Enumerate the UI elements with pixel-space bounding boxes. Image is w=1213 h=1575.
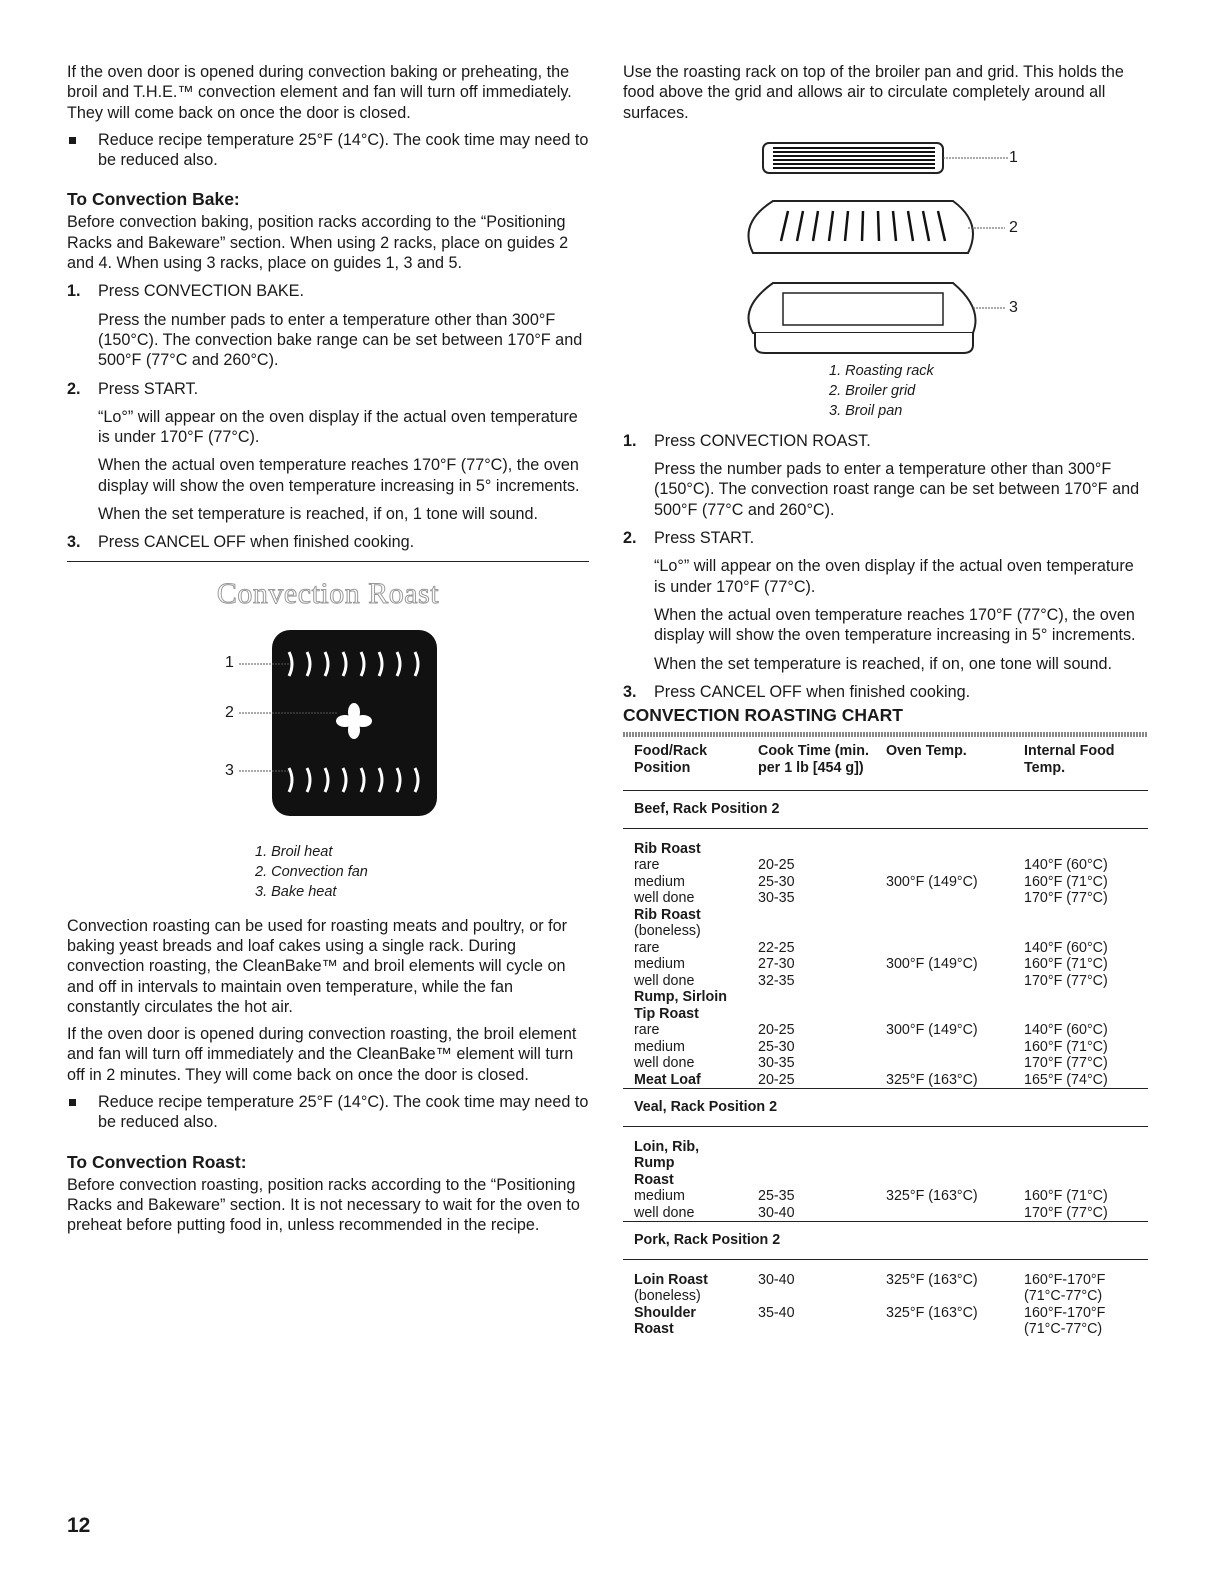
table-row xyxy=(623,1039,1148,1056)
step-number: 1. xyxy=(623,431,637,450)
step-paragraph: When the actual oven temperature reaches 170°F (77°C), the oven display will show the oven temperature increasing in 5° increments. xyxy=(654,605,1136,645)
table-cell xyxy=(886,989,1024,1006)
table-cell xyxy=(886,1321,1024,1338)
table-cell xyxy=(758,1155,886,1172)
table-cell: 160°F (71°C) xyxy=(1024,873,1108,890)
table-row xyxy=(623,940,1148,957)
chart-group-rule xyxy=(623,828,1148,841)
table-cell: 25-30 xyxy=(758,873,795,890)
fig1-label-1: 1 xyxy=(225,653,234,671)
convection-bake-steps xyxy=(67,281,589,552)
convection-roast-heading: To Convection Roast: xyxy=(67,1151,247,1172)
table-cell: 20-25 xyxy=(758,1022,795,1039)
convection-bake-door-note: If the oven door is opened during convection baking or preheating, the broil and T.H.E.™ convection element and fan will turn off immediately. They will come back on once the door is closed. xyxy=(67,63,572,122)
table-cell: 32-35 xyxy=(758,972,795,989)
table-cell: 160°F-170°F xyxy=(1024,1271,1106,1288)
step-title: Press CONVECTION ROAST. xyxy=(654,431,871,450)
table-cell: medium xyxy=(634,1038,685,1055)
step-paragraph: When the set temperature is reached, if on, 1 tone will sound. xyxy=(98,505,539,524)
table-cell: 140°F (60°C) xyxy=(1024,1022,1108,1039)
bake-reduce-temp-bullet: Reduce recipe temperature 25°F (14°C). The cook time may need to be reduced also. xyxy=(67,130,589,171)
table-row xyxy=(623,1205,1148,1222)
table-row xyxy=(623,841,1148,858)
bake-step-2 xyxy=(67,379,589,525)
caption-broil-pan: 3. Broil pan xyxy=(829,402,903,419)
fig1-label-2: 2 xyxy=(225,703,234,721)
table-cell xyxy=(1024,1006,1148,1023)
section-divider xyxy=(67,561,589,562)
table-cell xyxy=(886,841,1024,858)
step-paragraph: Press the number pads to enter a temperature other than 300°F (150°C). The convection bake range can be set between 170°F and 500°F (77°C and 260°C). xyxy=(98,310,583,370)
convection-bake-heading: To Convection Bake: xyxy=(67,189,240,210)
table-cell xyxy=(758,923,886,940)
table-cell: Loin Roast xyxy=(634,1271,708,1288)
table-cell: Meat Loaf xyxy=(634,1071,701,1088)
convection-roast-steps xyxy=(623,431,1148,702)
table-cell: rare xyxy=(634,939,660,956)
convection-roast-description: Convection roasting can be used for roasting meats and poultry, or for baking yeast breads and loaf cakes using a single rack. During convection roasting, the CleanBake™ and broil elements will cycle on and off in intervals to maintain oven temperature, while the fan constantly circulates the hot air. xyxy=(67,916,567,1016)
table-row xyxy=(623,956,1148,973)
table-row xyxy=(623,1272,1148,1289)
table-row xyxy=(623,923,1148,940)
table-cell: 160°F (71°C) xyxy=(1024,1188,1108,1205)
table-cell: 20-25 xyxy=(758,857,795,874)
left-column xyxy=(67,62,589,1236)
convection-roast-door-note: If the oven door is opened during convection roasting, the broil element and fan will turn off immediately and the CleanBake™ element will turn off in 2 minutes. They will come back on once the door is closed. xyxy=(67,1025,577,1084)
table-cell xyxy=(886,890,1024,907)
table-cell: 20-25 xyxy=(758,1071,795,1088)
table-cell: (boneless) xyxy=(634,1288,701,1305)
step-paragraph: When the set temperature is reached, if on, one tone will sound. xyxy=(654,654,1113,673)
step-paragraph: “Lo°” will appear on the oven display if the actual oven temperature is under 170°F (77°C). xyxy=(98,407,578,447)
step-title: Press CANCEL OFF when finished cooking. xyxy=(98,533,415,552)
table-cell: medium xyxy=(634,873,685,890)
table-cell xyxy=(886,1172,1024,1189)
table-cell: 325°F (163°C) xyxy=(886,1071,978,1088)
table-cell: 35-40 xyxy=(758,1304,795,1321)
table-cell: well done xyxy=(634,972,695,989)
chart-bottom-rule xyxy=(623,1338,1148,1342)
table-row xyxy=(623,1006,1148,1023)
table-cell xyxy=(886,1155,1024,1172)
table-cell: Rump, Sirloin xyxy=(634,989,727,1006)
table-cell: 325°F (163°C) xyxy=(886,1304,978,1321)
table-cell xyxy=(758,1321,886,1338)
table-row xyxy=(623,907,1148,924)
bake-step-3 xyxy=(67,532,589,552)
table-cell: rare xyxy=(634,857,660,874)
table-cell: Shoulder xyxy=(634,1304,696,1321)
page-number: 12 xyxy=(67,1514,91,1537)
table-row xyxy=(623,857,1148,874)
table-row xyxy=(623,1022,1148,1039)
table-cell xyxy=(1024,907,1148,924)
table-row xyxy=(623,989,1148,1006)
convection-roast-intro: Before convection roasting, position racks according to the “Positioning Racks and Bakeware” section. It is not necessary to wait for the oven to preheat before putting food in, unless recommended in the recipe. xyxy=(67,1175,580,1235)
table-cell xyxy=(758,1006,886,1023)
table-cell xyxy=(758,907,886,924)
table-cell: 170°F (77°C) xyxy=(1024,890,1108,907)
table-cell: (71°C-77°C) xyxy=(1024,1321,1103,1338)
table-row xyxy=(623,890,1148,907)
table-cell xyxy=(886,1288,1024,1305)
table-cell xyxy=(1024,923,1148,940)
table-cell: 300°F (149°C) xyxy=(886,1022,978,1039)
chart-group-name: Beef, Rack Position 2 xyxy=(623,791,1148,829)
table-row xyxy=(623,1072,1148,1089)
table-row xyxy=(623,1139,1148,1156)
table-cell xyxy=(886,1205,1024,1222)
roasting-rack-illustration xyxy=(623,133,1148,381)
table-cell: medium xyxy=(634,1188,685,1205)
step-number: 3. xyxy=(623,682,637,701)
roast-reduce-temp-bullet: Reduce recipe temperature 25°F (14°C). The cook time may need to be reduced also. xyxy=(67,1092,589,1133)
chart-header-cell: Cook Time (min. per 1 lb [454 g]) xyxy=(758,743,869,776)
roasting-rack-figure xyxy=(623,133,1148,381)
table-row xyxy=(623,1288,1148,1305)
table-cell xyxy=(886,857,1024,874)
step-title: Press START. xyxy=(654,529,755,548)
table-cell: Roast xyxy=(634,1321,674,1338)
table-cell: 165°F (74°C) xyxy=(1024,1071,1108,1088)
table-cell xyxy=(758,1172,886,1189)
chart-group-row xyxy=(623,1089,1148,1127)
convection-bake-intro: Before convection baking, position racks according to the “Positioning Racks and Bakeware” section. When using 2 racks, place on guides 2 and 4. When using 3 racks, place on guides 1, 3 and 5. xyxy=(67,213,569,273)
table-cell: (71°C-77°C) xyxy=(1024,1288,1103,1305)
table-cell: Rib Roast xyxy=(634,840,701,857)
fig2-label-3: 3 xyxy=(1009,298,1018,316)
table-cell: Rib Roast xyxy=(634,906,701,923)
table-cell xyxy=(886,973,1024,990)
convection-roasting-chart xyxy=(623,737,1148,1342)
table-cell: 25-30 xyxy=(758,1038,795,1055)
table-cell xyxy=(1024,841,1148,858)
step-title: Press CANCEL OFF when finished cooking. xyxy=(654,682,971,701)
table-cell: 160°F (71°C) xyxy=(1024,956,1108,973)
table-cell: 30-40 xyxy=(758,1204,795,1221)
table-cell: well done xyxy=(634,890,695,907)
table-cell: 140°F (60°C) xyxy=(1024,857,1108,874)
roasting-rack-intro: Use the roasting rack on top of the broiler pan and grid. This holds the food above the grid and allows air to circulate completely around all surfaces. xyxy=(623,63,1124,122)
chart-group-rule xyxy=(623,1259,1148,1272)
table-cell: 170°F (77°C) xyxy=(1024,1055,1108,1072)
table-cell: Tip Roast xyxy=(634,1005,699,1022)
table-row xyxy=(623,1188,1148,1205)
table-cell xyxy=(886,1006,1024,1023)
table-cell: Loin, Rib, xyxy=(634,1138,700,1155)
table-cell xyxy=(758,1139,886,1156)
section-title: Convection Roast xyxy=(216,576,440,610)
step-number: 2. xyxy=(67,379,81,398)
step-paragraph: Press the number pads to enter a temperature other than 300°F (150°C). The convection roast range can be set between 170°F and 500°F (77°C and 260°C). xyxy=(654,460,1140,519)
table-cell: 140°F (60°C) xyxy=(1024,939,1108,956)
table-cell xyxy=(886,1055,1024,1072)
table-cell xyxy=(886,907,1024,924)
table-cell: 27-30 xyxy=(758,956,795,973)
step-title: Press START. xyxy=(98,379,199,398)
table-row xyxy=(623,1305,1148,1322)
chart-group-row xyxy=(623,791,1148,829)
caption-bake-heat: 3. Bake heat xyxy=(255,883,337,900)
table-row xyxy=(623,1055,1148,1072)
table-cell xyxy=(886,1139,1024,1156)
table-cell: 30-35 xyxy=(758,890,795,907)
chart-group-row xyxy=(623,1222,1148,1260)
convection-elements-illustration xyxy=(67,624,589,834)
caption-broiler-grid: 2. Broiler grid xyxy=(829,382,916,399)
table-cell: rare xyxy=(634,1022,660,1039)
table-cell xyxy=(1024,1139,1148,1156)
step-paragraph: When the actual oven temperature reaches 170°F (77°C), the oven display will show the oven temperature increasing in 5° increments. xyxy=(98,456,580,495)
chart-header-row xyxy=(623,737,1148,791)
table-cell xyxy=(758,1288,886,1305)
table-cell: 22-25 xyxy=(758,939,795,956)
roast-step-3 xyxy=(623,682,1148,702)
table-row xyxy=(623,1155,1148,1172)
table-cell: 300°F (149°C) xyxy=(886,873,978,890)
table-row xyxy=(623,973,1148,990)
table-cell xyxy=(758,989,886,1006)
table-cell: 30-35 xyxy=(758,1055,795,1072)
table-cell: 160°F (71°C) xyxy=(1024,1038,1108,1055)
caption-convection-fan: 2. Convection fan xyxy=(255,863,368,880)
table-cell: well done xyxy=(634,1055,695,1072)
table-cell xyxy=(1024,1155,1148,1172)
caption-broil-heat: 1. Broil heat xyxy=(255,843,333,860)
table-cell: Rump xyxy=(634,1155,675,1172)
table-cell: 25-35 xyxy=(758,1188,795,1205)
fig2-label-2: 2 xyxy=(1009,218,1018,236)
table-cell: medium xyxy=(634,956,685,973)
table-cell: 300°F (149°C) xyxy=(886,956,978,973)
step-paragraph: “Lo°” will appear on the oven display if the actual oven temperature is under 170°F (77°C). xyxy=(654,557,1134,596)
roasting-chart-title: CONVECTION ROASTING CHART xyxy=(623,705,903,726)
table-cell: 325°F (163°C) xyxy=(886,1271,978,1288)
table-cell: 325°F (163°C) xyxy=(886,1188,978,1205)
table-cell xyxy=(758,841,886,858)
chart-header-cell: Oven Temp. xyxy=(886,743,967,760)
table-cell: 170°F (77°C) xyxy=(1024,972,1108,989)
fig1-captions xyxy=(255,842,589,902)
chart-group-rule xyxy=(623,1126,1148,1139)
right-column xyxy=(623,62,1148,1342)
step-number: 1. xyxy=(67,282,81,301)
bake-step-1 xyxy=(67,281,589,370)
chart-group-name: Veal, Rack Position 2 xyxy=(623,1089,1148,1127)
table-cell: Roast xyxy=(634,1171,674,1188)
table-cell xyxy=(1024,989,1148,1006)
convection-elements-figure xyxy=(67,624,589,834)
table-cell xyxy=(886,923,1024,940)
table-row xyxy=(623,874,1148,891)
table-cell: 30-40 xyxy=(758,1271,795,1288)
table-row xyxy=(623,1172,1148,1189)
table-cell xyxy=(1024,1172,1148,1189)
table-cell: 170°F (77°C) xyxy=(1024,1204,1108,1221)
table-cell: (boneless) xyxy=(634,923,701,940)
table-cell xyxy=(886,940,1024,957)
table-row xyxy=(623,1321,1148,1338)
chart-header-cell: Food/Rack Position xyxy=(634,743,708,776)
table-cell xyxy=(886,1039,1024,1056)
roast-step-2 xyxy=(623,528,1148,674)
step-title: Press CONVECTION BAKE. xyxy=(98,282,304,301)
roast-step-1 xyxy=(623,431,1148,520)
fig2-label-1: 1 xyxy=(1009,148,1018,166)
chart-group-name: Pork, Rack Position 2 xyxy=(623,1222,1148,1260)
table-cell: 160°F-170°F xyxy=(1024,1304,1106,1321)
fig1-label-3: 3 xyxy=(225,761,234,779)
caption-roasting-rack: 1. Roasting rack xyxy=(829,362,934,379)
step-number: 3. xyxy=(67,533,81,552)
chart-header-cell: Internal Food Temp. xyxy=(1024,743,1115,776)
step-number: 2. xyxy=(623,529,637,548)
table-cell: well done xyxy=(634,1204,695,1221)
